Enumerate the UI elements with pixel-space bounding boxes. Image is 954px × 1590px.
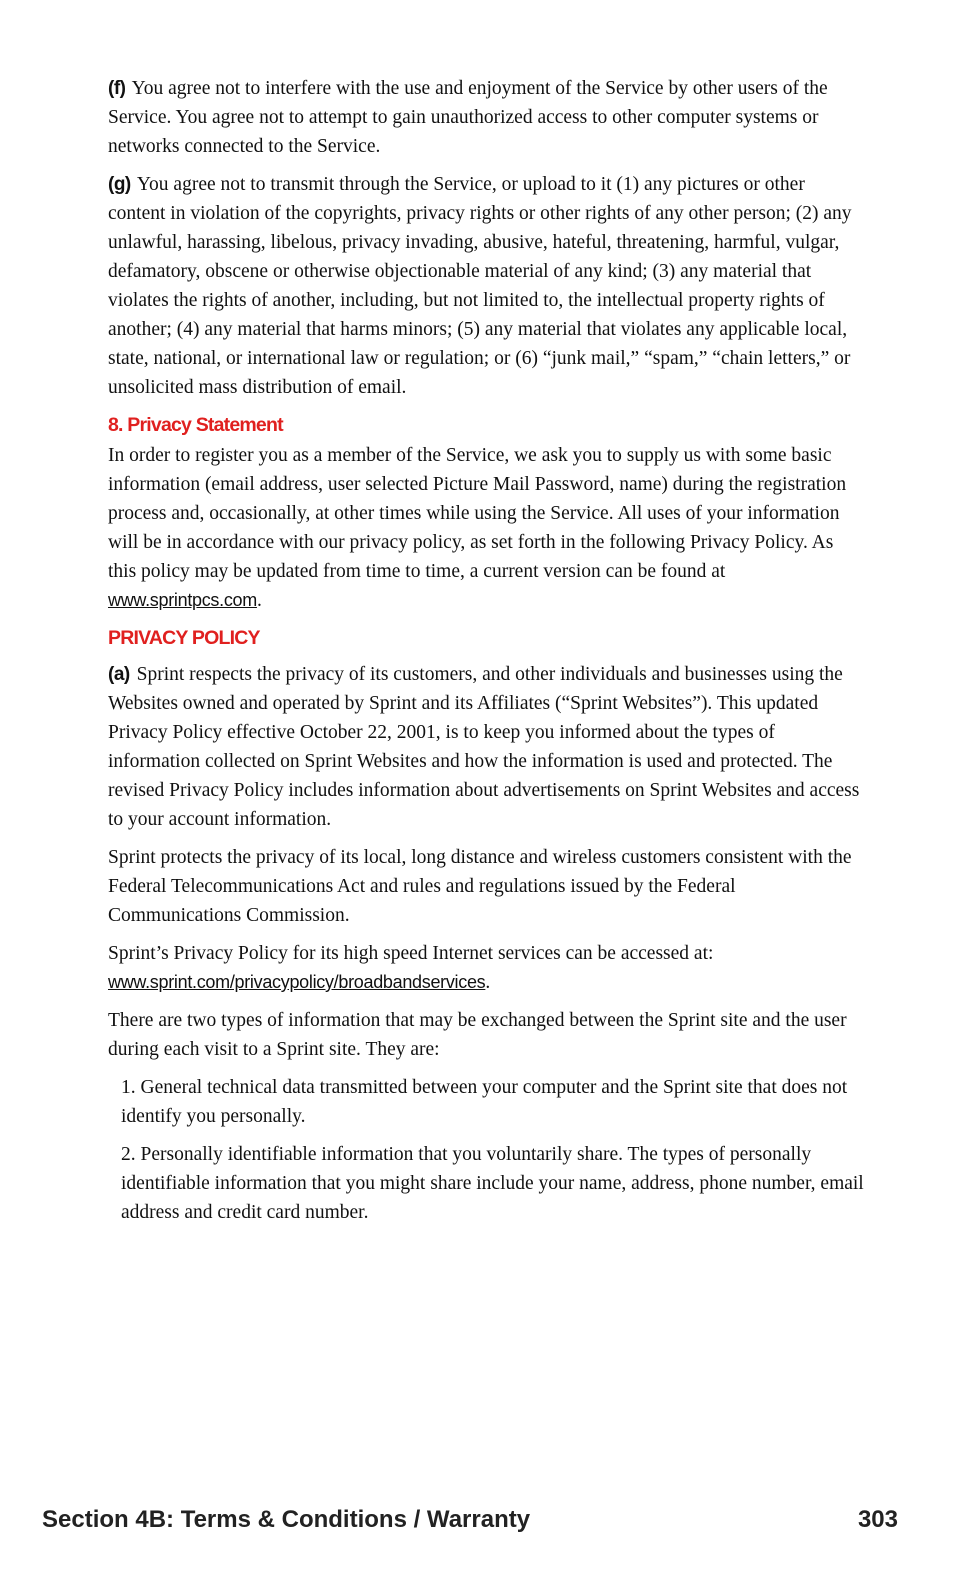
paragraph-internet-text: Sprint’s Privacy Policy for its high speed Internet services can be accessed at: (108, 943, 714, 964)
paragraph-f-lead: (f) (108, 78, 126, 99)
paragraph-f-text: You agree not to interfere with the use and enjoyment of the Service by other users of the Service. You agree not to attempt to gain unauthorized access to other computer systems or networks connected to the Service. (108, 78, 828, 157)
paragraph-a-text: Sprint respects the privacy of its customers, and other individuals and businesses using the Websites owned and operated by Sprint and its Affiliates (“Sprint Websites”). This updated Privacy Policy effective October 22, 2001, is to keep you informed about the types of information collected on Sprint Websites and how the information is used and protected. The revised Privacy Policy includes information about advertisements on Sprint Websites and access to your account information. (108, 664, 860, 830)
privacy-statement-paragraph (108, 441, 866, 615)
paragraph-a (108, 660, 866, 834)
page-number: 303 (857, 1506, 898, 1533)
page-footer (42, 1500, 898, 1540)
paragraph-g-lead: (g) (108, 174, 131, 195)
broadband-privacy-link[interactable]: www.sprint.com/privacypolicy/broadbandservices (108, 972, 486, 992)
paragraph-g (108, 170, 866, 402)
privacy-statement-heading: 8. Privacy Statement (108, 414, 283, 436)
list-item: 2. Personally identifiable information that you voluntarily share. The types of personally identifiable information that you might share include your name, address, phone number, email address and credit card number. (121, 1144, 864, 1223)
privacy-statement-end: . (256, 590, 262, 611)
paragraph-g-text: You agree not to transmit through the Service, or upload to it (1) any pictures or other content in violation of the copyrights, privacy rights or other rights of any other person; (2) any unlawful, harassing, libelous, privacy invading, abusive, hateful, threatening, harmful, vulgar, defamatory, obscene or otherwise objectionable material of any kind; (3) any material that violates the rights of another, including, but not limited to, the intellectual property rights of another; (4) any material that harms minors; (5) any material that violates any applicable local, state, national, or international law or regulation; or (6) “junk mail,” “spam,” “chain letters,” or unsolicited mass distribution of email. (108, 174, 852, 398)
sprintpcs-link[interactable]: www.sprintpcs.com (108, 590, 257, 610)
paragraph-internet (108, 939, 866, 997)
privacy-statement-text: In order to register you as a member of the Service, we ask you to supply us with some basic information (email address, user selected Picture Mail Password, name) during the registration process and, occasionally, at other times while using the Service. All uses of your information will be in accordance with our privacy policy, as set forth in the following Privacy Policy. As this policy may be updated from time to time, a current version can be found at (108, 445, 847, 582)
paragraph-types: There are two types of information that may be exchanged between the Sprint site and the user during each visit to a Sprint site. They are: (108, 1010, 847, 1060)
paragraph-protects: Sprint protects the privacy of its local, long distance and wireless customers consistent with the Federal Telecommunications Act and rules and regulations issued by the Federal Communications Commission. (108, 847, 852, 926)
paragraph-internet-end: . (485, 972, 491, 993)
paragraph-f (108, 74, 866, 161)
footer-section-title: Section 4B: Terms & Conditions / Warranty (42, 1506, 531, 1533)
paragraph-a-lead: (a) (108, 664, 130, 685)
list-item: 1. General technical data transmitted between your computer and the Sprint site that does not identify you personally. (121, 1077, 848, 1127)
privacy-policy-heading: PRIVACY POLICY (108, 627, 260, 649)
page-content (108, 74, 866, 1236)
